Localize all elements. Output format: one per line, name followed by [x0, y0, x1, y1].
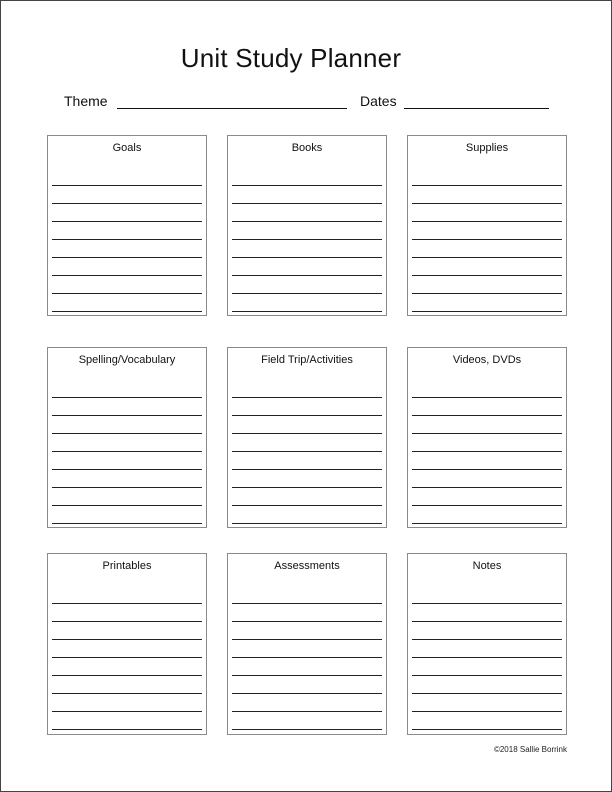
section-printables [47, 553, 207, 735]
section-assessments [227, 553, 387, 735]
section-title-field-trip-activities: Field Trip/Activities [261, 354, 353, 366]
writing-lines[interactable] [232, 168, 382, 312]
writing-lines[interactable] [52, 168, 202, 312]
section-title-assessments: Assessments [274, 560, 340, 572]
section-videos-dvds [407, 347, 567, 528]
writing-lines[interactable] [52, 586, 202, 730]
section-title-videos-dvds: Videos, DVDs [452, 354, 522, 366]
section-spelling-vocabulary [47, 347, 207, 528]
dates-label: Dates [360, 93, 397, 109]
writing-lines[interactable] [232, 586, 382, 730]
dates-blank-line[interactable] [404, 108, 549, 109]
writing-lines[interactable] [412, 586, 562, 730]
theme-blank-line[interactable] [117, 108, 347, 109]
section-title-goals: Goals [112, 142, 142, 154]
section-books [227, 135, 387, 316]
section-notes [407, 553, 567, 735]
section-title-spelling-vocabulary: Spelling/Vocabulary [78, 354, 176, 366]
copyright-notice: ©2018 Sallie Borrink [493, 745, 567, 754]
section-title-supplies: Supplies [465, 142, 509, 154]
writing-lines[interactable] [412, 168, 562, 312]
section-field-trip-activities [227, 347, 387, 528]
theme-label: Theme [64, 93, 108, 109]
section-title-notes: Notes [472, 560, 502, 572]
section-supplies [407, 135, 567, 316]
writing-lines[interactable] [52, 380, 202, 524]
page-title: Unit Study Planner [180, 43, 402, 73]
writing-lines[interactable] [232, 380, 382, 524]
section-title-printables: Printables [102, 560, 152, 572]
writing-lines[interactable] [412, 380, 562, 524]
section-title-books: Books [291, 142, 323, 154]
section-goals [47, 135, 207, 316]
